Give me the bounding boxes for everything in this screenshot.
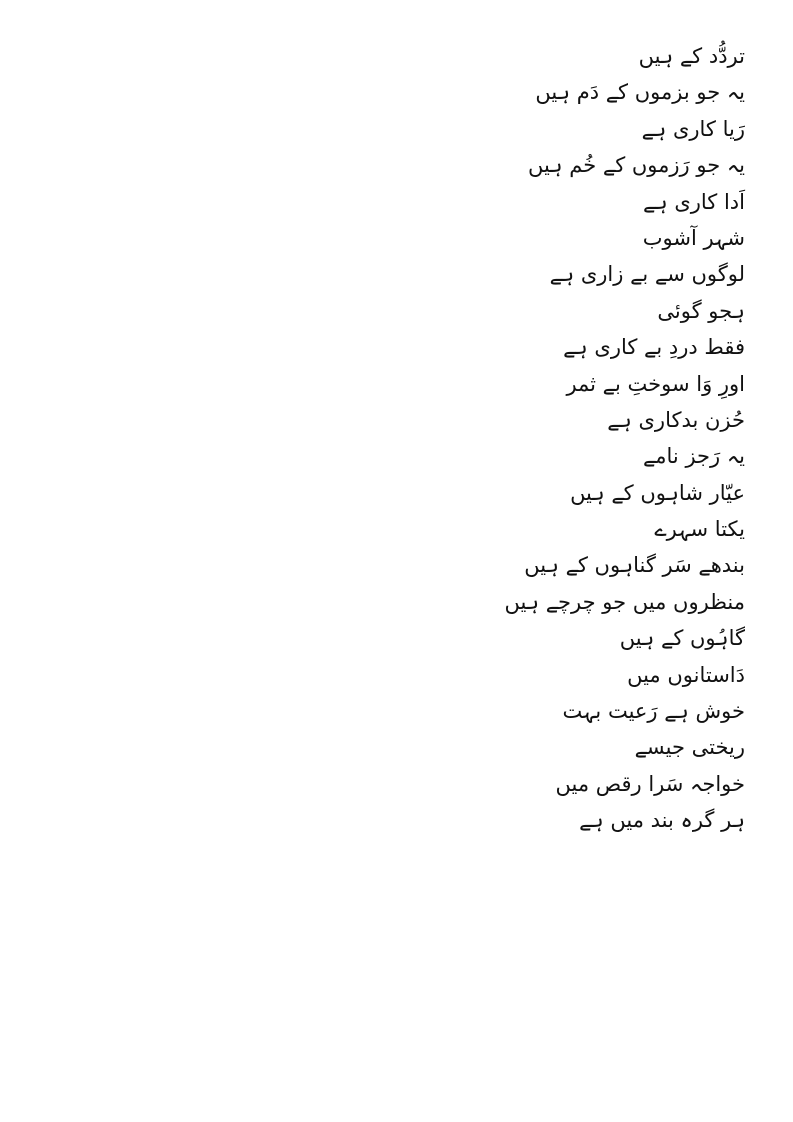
poem-line: لوگوں سے بے زاری ہے [549, 262, 745, 287]
poem-line: دَاستانوں میں [627, 662, 745, 687]
poem-line: شہر آشوب [642, 225, 745, 250]
poem-line: اورِ وَا سوختِ بے ثمر [566, 371, 745, 396]
poem-line: یہ جو بزموں کے دَم ہیں [535, 80, 745, 105]
poem-line: ہجو گوئی [657, 298, 745, 323]
poem-line: خوش ہے رَعیت بہت [562, 699, 745, 724]
poem-line: یہ رَجز نامے [642, 444, 745, 469]
poem-line: تردُّد کے ہیں [638, 44, 745, 68]
poem-line: بندھے سَر گناہوں کے ہیں [524, 553, 745, 578]
poem-line: اَدا کاری ہے [643, 189, 745, 214]
poem-line: منظروں میں جو چرچے ہیں [504, 589, 745, 614]
poem-text-block [345, 38, 745, 839]
poem-line: فقط دردِ بے کاری ہے [563, 335, 745, 360]
poem-line: ہر گرہ بند میں ہے [579, 808, 745, 833]
poem-line: یہ جو رَزموں کے خُم ہیں [527, 153, 745, 178]
poem-line: رَیا کاری ہے [641, 116, 745, 141]
poem-line: عیّار شاہوں کے ہیں [570, 480, 745, 505]
poem-line: گاہُوں کے ہیں [619, 626, 745, 651]
poem-line: حُزن بدکاری ہے [607, 407, 745, 432]
poem-line: خواجہ سَرا رقص میں [555, 771, 745, 796]
poem-line: ریختی جیسے [634, 735, 745, 760]
poem-line: یکتا سہرے [654, 517, 745, 542]
